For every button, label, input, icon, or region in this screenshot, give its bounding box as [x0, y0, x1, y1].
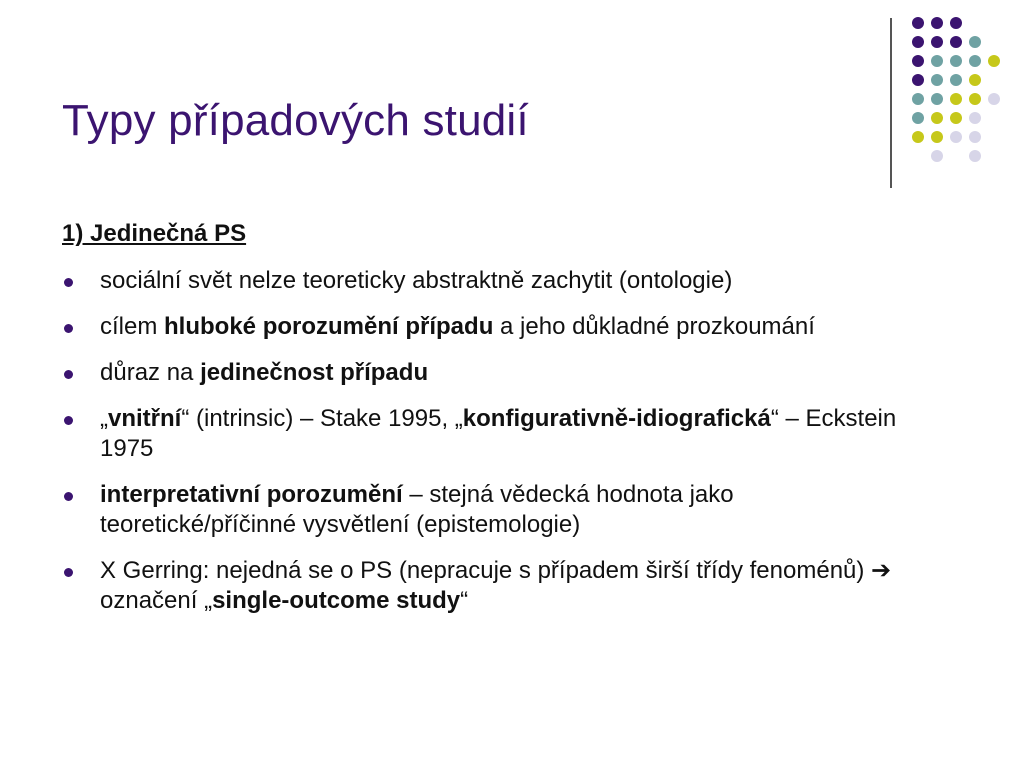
deco-dot: [912, 55, 924, 67]
bullet-text: cílem: [100, 313, 165, 340]
bullet-list: [62, 266, 932, 616]
deco-dot: [931, 150, 943, 162]
deco-dot: [931, 131, 943, 143]
bullet-text: sociální svět nelze teoreticky abstraktně zachytit (ontologie): [100, 267, 733, 294]
deco-dot: [988, 55, 1000, 67]
deco-dot: [912, 74, 924, 86]
bullet-text: „: [100, 405, 108, 432]
bullet-icon: [64, 492, 73, 501]
deco-dot: [931, 74, 943, 86]
deco-dot: [931, 93, 943, 105]
bullet-icon: [64, 370, 73, 379]
deco-dot: [950, 112, 962, 124]
bullet-bold-text: vnitřní: [108, 405, 182, 432]
deco-dot: [912, 17, 924, 29]
deco-dot: [950, 93, 962, 105]
bullet-item: [62, 556, 932, 616]
bullet-text: důraz na: [100, 359, 201, 386]
deco-dot: [950, 55, 962, 67]
deco-dot: [969, 36, 981, 48]
bullet-bold-text: interpretativní porozumění: [100, 481, 403, 508]
bullet-icon: [64, 416, 73, 425]
bullet-bold-text: jedinečnost případu: [200, 359, 429, 386]
deco-dot: [912, 93, 924, 105]
deco-dot: [950, 74, 962, 86]
bullet-icon: [64, 568, 73, 577]
arrow-icon: ➔: [871, 557, 892, 584]
bullet-bold-text: single-outcome study: [212, 587, 461, 614]
bullet-text: “: [460, 587, 469, 614]
bullet-bold-text: konfigurativně-idiografická: [462, 405, 771, 432]
deco-dot: [969, 150, 981, 162]
deco-dot: [988, 93, 1000, 105]
vertical-divider: [890, 18, 892, 188]
deco-dot: [969, 112, 981, 124]
decorative-dot-grid: [900, 10, 1010, 170]
deco-dot: [969, 131, 981, 143]
deco-dot: [950, 131, 962, 143]
deco-dot: [912, 36, 924, 48]
bullet-text: X Gerring: nejedná se o PS (nepracuje s případem širší třídy fenoménů): [100, 557, 872, 584]
bullet-icon: [64, 324, 73, 333]
bullet-text: a jeho důkladné prozkoumání: [493, 313, 815, 340]
deco-dot: [931, 55, 943, 67]
deco-dot: [912, 131, 924, 143]
bullet-text: – stejná vědecká hodnota jako teoretické/příčinné vysvětlení (epistemologie): [100, 481, 734, 538]
bullet-icon: [64, 278, 73, 287]
bullet-text: označení „: [100, 587, 213, 614]
deco-dot: [950, 17, 962, 29]
deco-dot: [931, 36, 943, 48]
deco-dot: [931, 17, 943, 29]
deco-dot: [950, 36, 962, 48]
bullet-text: “ (intrinsic) – Stake 1995, „: [181, 405, 463, 432]
bullet-item: [62, 480, 932, 540]
slide-title: Typy případových studií: [62, 96, 529, 145]
deco-dot: [969, 93, 981, 105]
bullet-item: [62, 404, 932, 464]
bullet-item: [62, 266, 932, 296]
bullet-item: [62, 358, 932, 388]
deco-dot: [931, 112, 943, 124]
section-heading: 1) Jedinečná PS: [62, 220, 247, 247]
deco-dot: [969, 55, 981, 67]
bullet-text: “ – Eckstein 1975: [100, 405, 897, 462]
bullet-item: [62, 312, 932, 342]
slide-content: [62, 218, 932, 632]
deco-dot: [969, 74, 981, 86]
deco-dot: [912, 112, 924, 124]
bullet-bold-text: hluboké porozumění případu: [164, 313, 494, 340]
